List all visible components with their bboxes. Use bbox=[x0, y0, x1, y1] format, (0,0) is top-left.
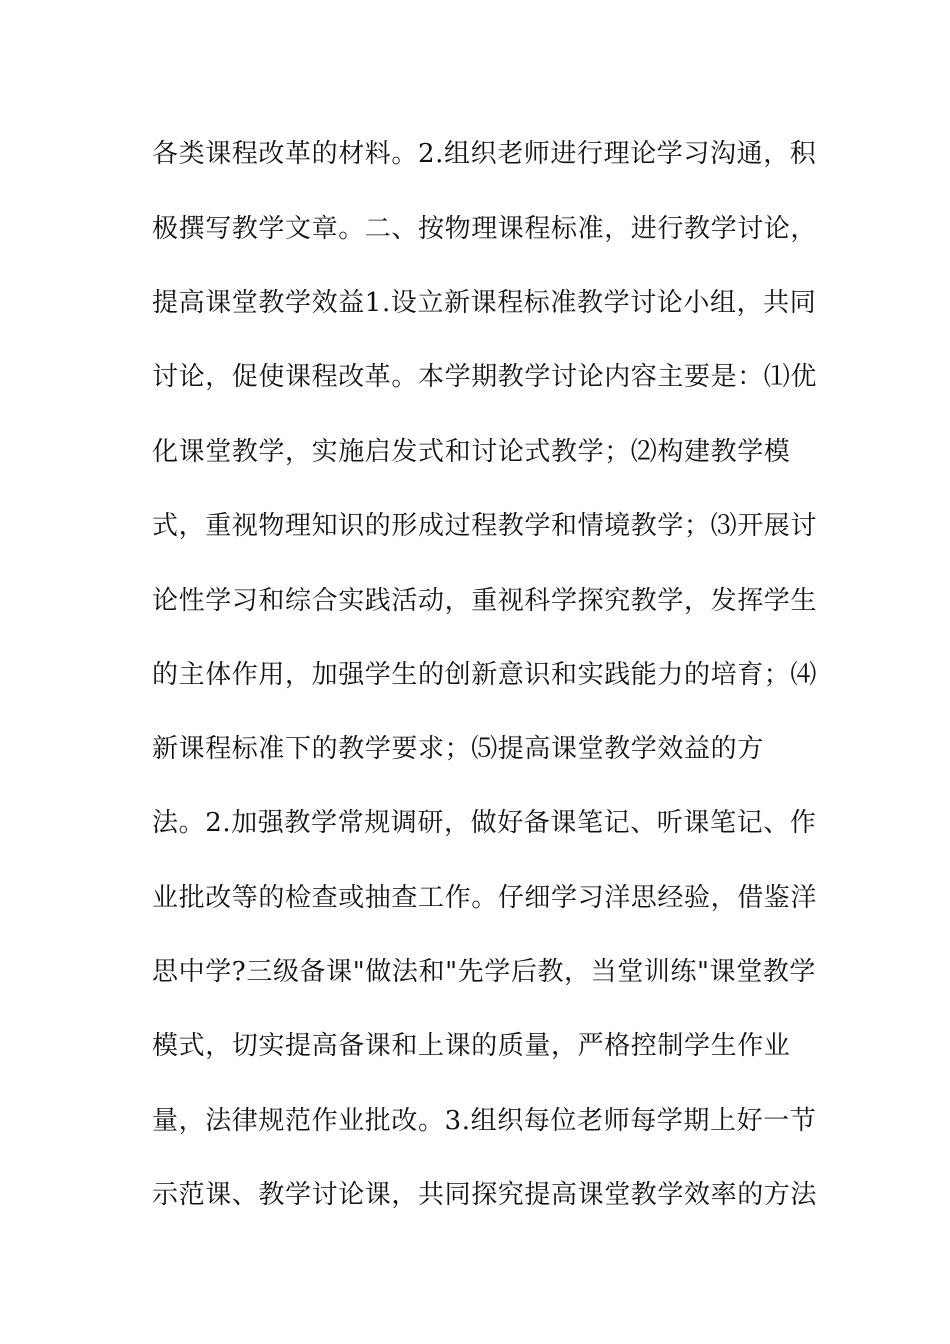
text-line: 各类课程改革的材料。2.组织老师进行理论学习沟通，积 bbox=[152, 139, 817, 169]
text-line: 新课程标准下的教学要求；⑸提高课堂教学效益的方 bbox=[152, 734, 764, 764]
text-line: 论性学习和综合实践活动，重视科学探究教学，发挥学生 bbox=[152, 586, 818, 616]
text-line: 业批改等的检查或抽查工作。仔细学习洋思经验，借鉴洋 bbox=[152, 883, 818, 913]
text-line: 示范课、教学讨论课，共同探究提高课堂教学效率的方法 bbox=[152, 1180, 818, 1210]
text-line: 思中学?三级备课"做法和"先学后教，当堂训练"课堂教学 bbox=[152, 957, 817, 987]
text-line: 模式，切实提高备课和上课的质量，严格控制学生作业 bbox=[152, 1031, 791, 1061]
text-line: 式，重视物理知识的形成过程教学和情境教学；⑶开展讨 bbox=[152, 511, 818, 541]
text-line: 量，法律规范作业批改。3.组织每位老师每学期上好一节 bbox=[152, 1106, 817, 1136]
text-line: 法。2.加强教学常规调研，做好备课笔记、听课笔记、作 bbox=[152, 808, 817, 838]
text-line: 提高课堂教学效益1.设立新课程标准教学讨论小组，共同 bbox=[152, 288, 817, 318]
text-line: 化课堂教学，实施启发式和讨论式教学；⑵构建教学模 bbox=[152, 437, 791, 467]
text-line: 极撰写教学文章。二、按物理课程标准，进行教学讨论， bbox=[152, 214, 818, 244]
text-line: 的主体作用，加强学生的创新意识和实践能力的培育；⑷ bbox=[152, 660, 818, 690]
text-line: 讨论，促使课程改革。本学期教学讨论内容主要是：⑴优 bbox=[152, 362, 818, 392]
